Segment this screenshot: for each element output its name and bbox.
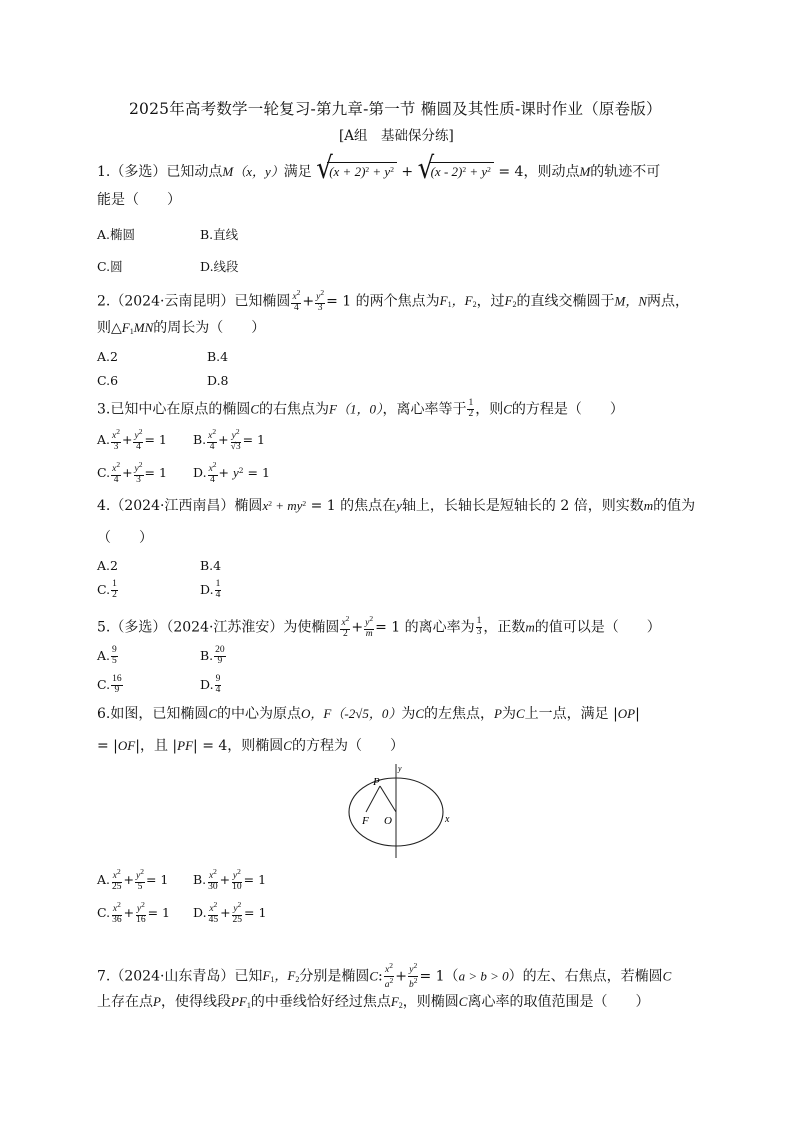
question-1-line-1: 1.（多选）已知动点M（x，y）满足 √ $(x + 2)^2 + y^2$ + √ $(x - 2)^2 + y^2 = 4$，则动点M的轨迹不可 xyxy=(97,151,661,187)
q4-option-c: C. $\frac{1}{2}$ xyxy=(97,579,117,600)
label-y: y xyxy=(398,764,402,773)
question-7-line-1: 7.（2024·山东青岛）已知F1，F2分别是椭圆C: $\frac{x^2}{a^2}$ + $\frac{y^2}{b^2}$ = 1（a > b > 0）的左、右焦点，若椭圆C xyxy=(97,961,672,990)
group-heading: [A组 基础保分练] xyxy=(339,128,454,144)
q5-option-a: A. $\frac{9}{5}$ xyxy=(97,645,117,666)
label-f: F xyxy=(362,815,369,827)
q1-option-b: B.直线 xyxy=(200,227,239,242)
question-7-line-2: 上存在点P，使得线段PF1的中垂线恰好经过焦点F2，则椭圆C离心率的取值范围是（ ） xyxy=(97,994,650,1010)
segment-pf xyxy=(366,786,380,812)
q2-option-b: B.4 xyxy=(207,349,229,364)
question-2-line-2: 则△F1MN的周长为（ ） xyxy=(97,320,266,336)
question-3-line-1: 3.已知中心在原点的椭圆C的右焦点为F（1，0），离心率等于 $\frac{1}{2}$ ，则C的方程是（ ） xyxy=(97,398,624,419)
q3-option-c: C. $\frac{x^2}{4}$ + $\frac{y^2}{3}$ = 1 xyxy=(97,460,167,485)
q1-option-a: A.椭圆 xyxy=(97,227,136,242)
label-p: P xyxy=(373,776,380,788)
q6-option-a: A. $\frac{x^2}{25}$ + $\frac{y^2}{5}$ = 1 xyxy=(97,867,169,892)
q6-option-d: D. $\frac{x^2}{45}$ + $\frac{y^2}{25}$ = 1 xyxy=(193,900,267,925)
question-4-line-1: 4.（2024·江西南昌）椭圆$x^2 + my^2 = 1$ 的焦点在y轴上，长轴长是短轴长的 2 倍，则实数m的值为 xyxy=(97,498,696,514)
question-2-line-1: 2.（2024·云南昆明）已知椭圆 $\frac{x^2}{4}$ + $\frac{y^2}{3}$ = 1 的两个焦点为F1，F2，过F2的直线交椭圆于M，N两点， xyxy=(97,288,690,313)
question-6-line-1: 6.如图，已知椭圆C的中心为原点O，F（-2√5，0）为C的左焦点，P为C上一点，满足 |OP| xyxy=(97,706,640,722)
q4-option-a: A.2 xyxy=(97,558,118,573)
q3-option-a: A. $\frac{x^2}{3}$ + $\frac{y^2}{4}$ = 1 xyxy=(97,427,167,452)
question-1-line-2: 能是（ ） xyxy=(97,192,181,208)
question-4-line-2: （ ） xyxy=(97,530,153,546)
q1-option-d: D.线段 xyxy=(200,259,239,274)
q2-option-d: D.8 xyxy=(207,373,229,388)
q4-option-b: B.4 xyxy=(200,558,222,573)
q6-option-c: C. $\frac{x^2}{36}$ + $\frac{y^2}{16}$ = 1 xyxy=(97,900,170,925)
q5-option-c: C. $\frac{16}{9}$ xyxy=(97,674,122,695)
page-title: 2025年高考数学一轮复习-第九章-第一节 椭圆及其性质-课时作业（原卷版） xyxy=(129,100,662,118)
segment-po xyxy=(380,786,396,812)
q6-option-b: B. $\frac{x^2}{30}$ + $\frac{y^2}{10}$ = 1 xyxy=(193,867,267,892)
q3-option-d: D. $\frac{x^2}{4}$ + $y^2 = 1$ xyxy=(193,460,270,485)
question-6-line-2: = |OF|，且 |PF| = 4，则椭圆C的方程为（ ） xyxy=(97,738,404,754)
ellipse-figure xyxy=(340,760,465,860)
q5-option-b: B. $\frac{20}{9}$ xyxy=(200,645,225,666)
label-x: x xyxy=(445,814,450,825)
q5-option-d: D. $\frac{9}{4}$ xyxy=(200,674,221,695)
q1-option-c: C.圆 xyxy=(97,259,123,274)
q2-option-c: C.6 xyxy=(97,373,119,388)
q3-option-b: B. $\frac{x^2}{4}$ + $\frac{y^2}{√3}$ = 1 xyxy=(193,427,265,452)
label-o: O xyxy=(384,815,392,827)
q2-option-a: A.2 xyxy=(97,349,118,364)
question-5-line-1: 5.（多选）（2024·江苏淮安）为使椭圆 $\frac{x^2}{2}$ + $\frac{y^2}{m}$ = 1 的离心率为 $\frac{1}{3}$ ，正数m的值可以是（ ） xyxy=(97,614,661,639)
q4-option-d: D. $\frac{1}{4}$ xyxy=(200,579,221,600)
